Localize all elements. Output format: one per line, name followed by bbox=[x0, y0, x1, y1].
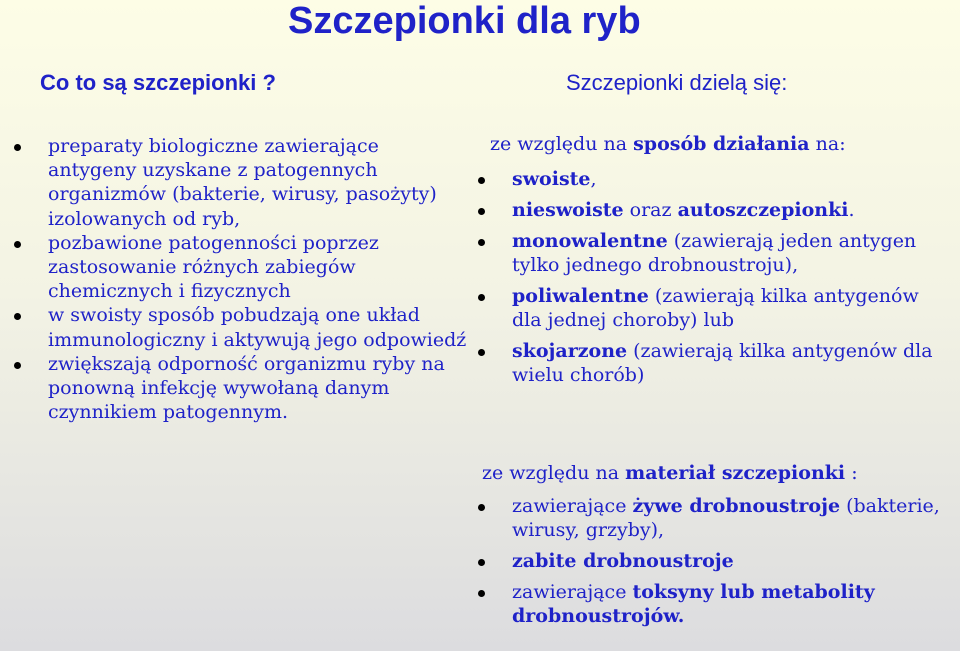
bullet-icon bbox=[14, 313, 21, 320]
list-item: nieswoiste oraz autoszczepionki. bbox=[512, 198, 952, 222]
bullet-icon bbox=[478, 590, 485, 597]
material-type-list bbox=[512, 494, 952, 635]
list-item: poliwalentne (zawierają kilka antygenów dla jednej choroby) lub bbox=[512, 284, 952, 332]
section-heading-action: ze względu na sposób działania na: bbox=[490, 133, 846, 155]
list-item: zwiększają odporność organizmu ryby na ponowną infekcję wywołaną danym czynnikiem patogennym. bbox=[48, 352, 468, 425]
list-item: w swoisty sposób pobudzają one układ immunologiczny i aktywują jego odpowiedź bbox=[48, 303, 468, 351]
bullet-icon bbox=[478, 239, 485, 246]
bullet-icon bbox=[478, 294, 485, 301]
section-heading-material: ze względu na materiał szczepionki : bbox=[482, 462, 858, 484]
bullet-icon bbox=[478, 559, 485, 566]
list-item: pozbawione patogenności poprzez zastosowanie różnych zabiegów chemicznych i fizycznych bbox=[48, 231, 468, 304]
bullet-icon bbox=[14, 241, 21, 248]
bullet-icon bbox=[478, 208, 485, 215]
bullet-icon bbox=[478, 504, 485, 511]
bullet-icon bbox=[478, 349, 485, 356]
list-item: zabite drobnoustroje bbox=[512, 549, 952, 573]
page-title: Szczepionki dla ryb bbox=[288, 0, 641, 42]
list-item: preparaty biologiczne zawierające antygeny uzyskane z patogennych organizmów (bakterie, wirusy, pasożyty) izolowanych od ryb, bbox=[48, 134, 468, 231]
list-item: zawierające toksyny lub metabolity drobnoustrojów. bbox=[512, 580, 952, 628]
list-item: swoiste, bbox=[512, 167, 952, 191]
bullet-icon bbox=[14, 144, 21, 151]
list-item: monowalentne (zawierają jeden antygen tylko jednego drobnoustroju), bbox=[512, 229, 952, 277]
right-heading: Szczepionki dzielą się: bbox=[566, 70, 788, 95]
bullet-icon bbox=[478, 177, 485, 184]
list-item: zawierające żywe drobnoustroje (bakterie, wirusy, grzyby), bbox=[512, 494, 952, 542]
action-type-list bbox=[512, 167, 952, 394]
list-item: skojarzone (zawierają kilka antygenów dla wielu chorób) bbox=[512, 339, 952, 387]
bullet-icon bbox=[14, 362, 21, 369]
definition-list bbox=[48, 134, 468, 424]
left-heading: Co to są szczepionki ? bbox=[40, 70, 276, 95]
